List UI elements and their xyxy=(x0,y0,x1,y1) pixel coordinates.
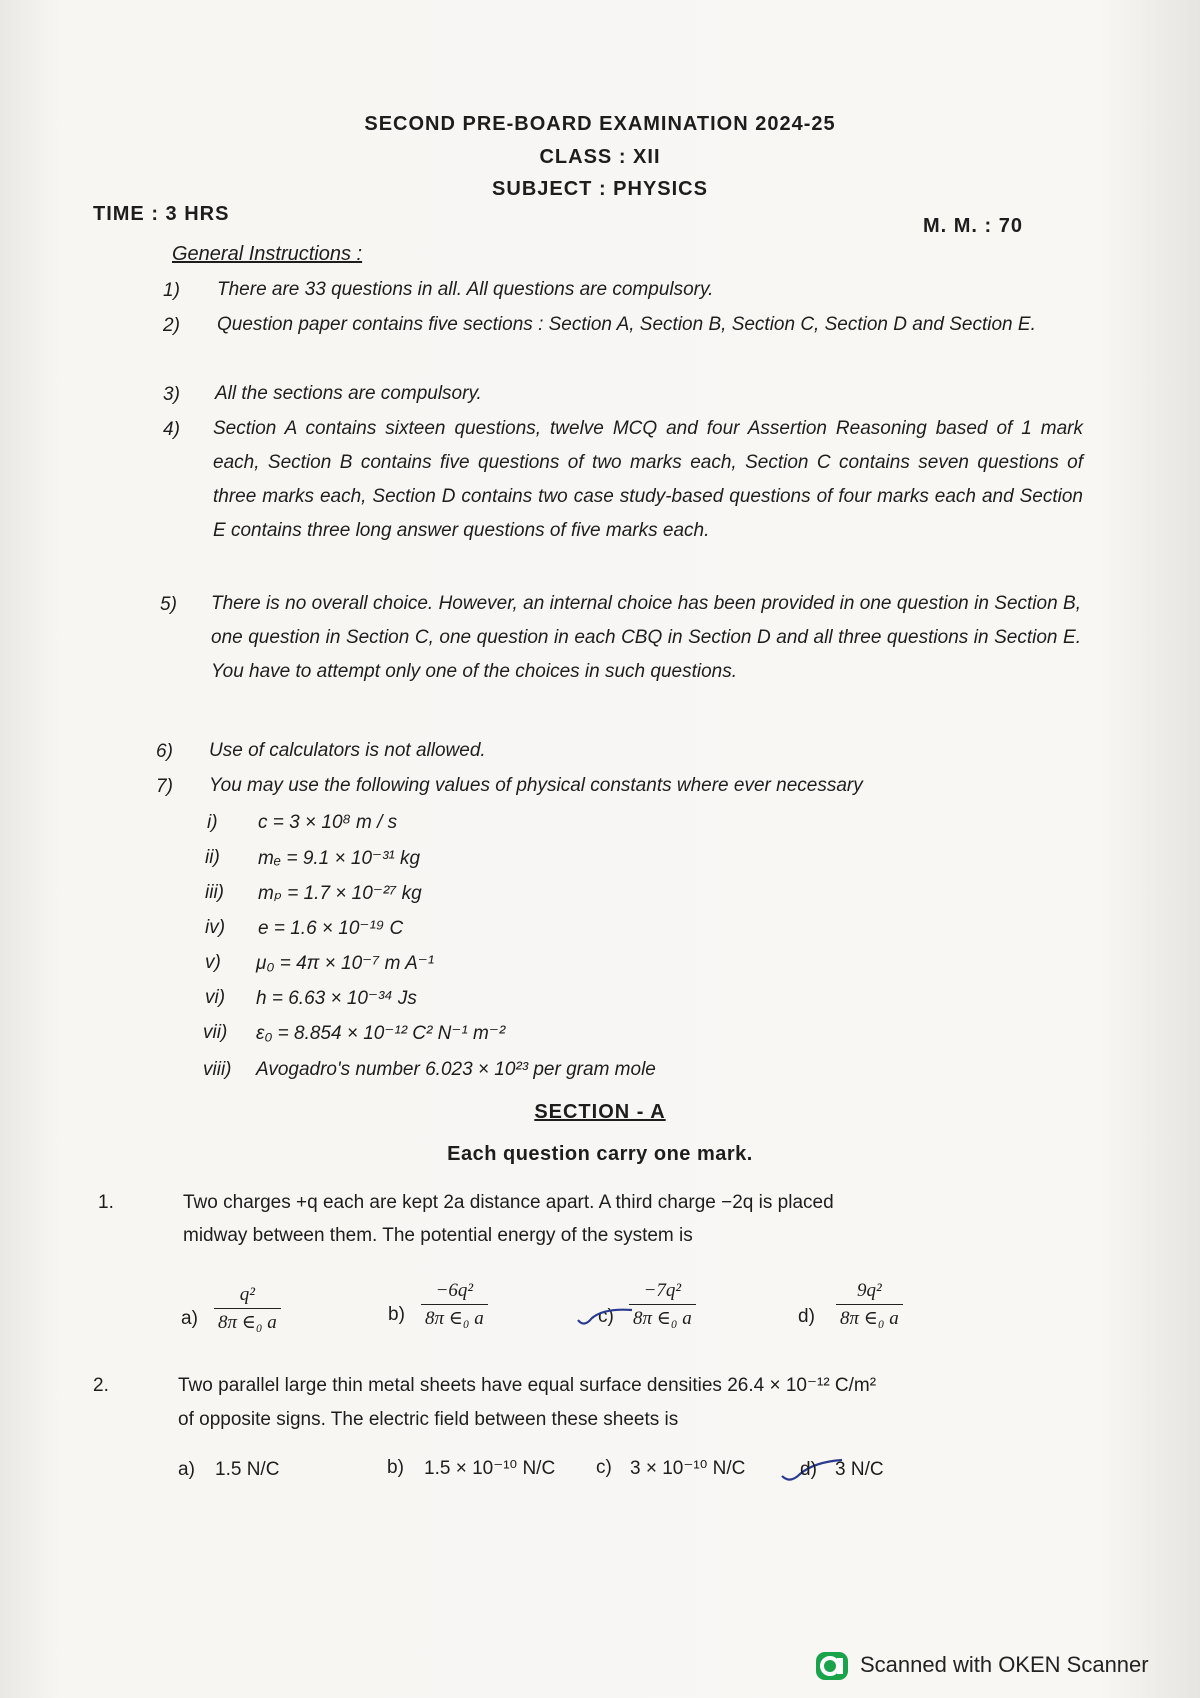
question-text-line: Two parallel large thin metal sheets have equal surface densities 26.4 × 10⁻¹² C/m² xyxy=(178,1375,877,1396)
option-label: a) xyxy=(181,1308,198,1329)
option-label: a) xyxy=(178,1459,195,1480)
fraction-numerator: −6q² xyxy=(435,1280,474,1301)
option-fraction xyxy=(836,1280,903,1330)
option-value: 1.5 × 10⁻¹⁰ N/C xyxy=(424,1458,556,1479)
constant-value: h = 6.63 × 10⁻³⁴ Js xyxy=(256,988,417,1009)
instruction-text: Section A contains sixteen questions, twelve MCQ and four Assertion Reasoning based of 1 mark each, Section B contains five questions of two marks each, Section C contains seven questions of three marks each, Section D contains two case study-based questions of four marks each and Section E contains three long answer questions of five marks each. xyxy=(213,418,1083,541)
option-label: d) xyxy=(800,1459,817,1480)
fraction-denominator: 8π ∈₀ a xyxy=(840,1308,899,1329)
constant-number: vi) xyxy=(205,987,226,1008)
fraction-numerator: q² xyxy=(239,1284,255,1305)
constant-value: e = 1.6 × 10⁻¹⁹ C xyxy=(258,918,404,939)
option-fraction xyxy=(214,1284,281,1334)
instruction-number: 1) xyxy=(163,280,180,301)
fraction-denominator: 8π ∈₀ a xyxy=(633,1308,692,1329)
option-fraction xyxy=(629,1280,696,1330)
option-value: 3 N/C xyxy=(835,1459,884,1480)
fraction-numerator: 9q² xyxy=(857,1280,882,1301)
option-label: b) xyxy=(388,1304,405,1325)
constant-value: mₚ = 1.7 × 10⁻²⁷ kg xyxy=(258,883,422,904)
option-label: c) xyxy=(596,1457,612,1478)
max-marks-label: M. M. : 70 xyxy=(923,215,1024,237)
constant-value: Avogadro's number 6.023 × 10²³ per gram mole xyxy=(256,1059,656,1080)
constant-number: v) xyxy=(205,952,221,973)
constant-value: μ₀ = 4π × 10⁻⁷ m A⁻¹ xyxy=(256,953,435,974)
constant-number: viii) xyxy=(203,1059,232,1080)
instruction-text: There is no overall choice. However, an internal choice has been provided in one question in Section B, one question in Section C, one question in each CBQ in Section D and all three questions in Section E. You have to attempt only one of the choices in such questions. xyxy=(211,593,1081,682)
question-text-line: Two charges +q each are kept 2a distance apart. A third charge −2q is placed xyxy=(183,1192,834,1213)
scanner-watermark: Scanned with OKEN Scanner xyxy=(860,1652,1149,1677)
instruction-number: 5) xyxy=(160,594,177,615)
subject-label: SUBJECT : PHYSICS xyxy=(492,178,708,200)
constant-number: iii) xyxy=(205,882,224,903)
option-fraction xyxy=(421,1280,488,1330)
instruction-number: 4) xyxy=(163,419,180,440)
instructions-heading: General Instructions : xyxy=(172,243,363,265)
constant-number: vii) xyxy=(203,1022,228,1043)
question-text-line: of opposite signs. The electric field between these sheets is xyxy=(178,1409,679,1430)
option-label: b) xyxy=(387,1457,404,1478)
instruction-text: All the sections are compulsory. xyxy=(215,383,482,404)
section-a-heading: SECTION - A xyxy=(534,1101,666,1123)
option-value: 3 × 10⁻¹⁰ N/C xyxy=(630,1458,746,1479)
question-number: 2. xyxy=(93,1375,109,1396)
instruction-text: There are 33 questions in all. All questions are compulsory. xyxy=(217,279,714,300)
fraction-denominator: 8π ∈₀ a xyxy=(425,1308,484,1329)
constant-value: c = 3 × 10⁸ m / s xyxy=(258,812,398,833)
fraction-numerator: −7q² xyxy=(643,1280,682,1301)
time-label: TIME : 3 HRS xyxy=(93,203,230,225)
class-label: CLASS : XII xyxy=(539,146,661,168)
question-number: 1. xyxy=(98,1192,114,1213)
instruction-number: 2) xyxy=(163,315,180,336)
option-value: 1.5 N/C xyxy=(215,1459,280,1480)
instruction-text: Question paper contains five sections : Section A, Section B, Section C, Section D and Section E. xyxy=(217,314,1036,335)
constant-value: mₑ = 9.1 × 10⁻³¹ kg xyxy=(258,848,421,869)
option-label: d) xyxy=(798,1306,815,1327)
instruction-text: You may use the following values of physical constants where ever necessary xyxy=(209,775,863,796)
exam-title: SECOND PRE-BOARD EXAMINATION 2024-25 xyxy=(364,113,836,135)
constant-number: iv) xyxy=(205,917,226,938)
instruction-text: Use of calculators is not allowed. xyxy=(209,740,486,761)
section-a-subheading: Each question carry one mark. xyxy=(447,1143,753,1165)
instruction-number: 7) xyxy=(156,776,173,797)
instruction-number: 3) xyxy=(163,384,180,405)
instruction-number: 6) xyxy=(156,741,173,762)
option-label: c) xyxy=(598,1306,614,1327)
fraction-denominator: 8π ∈₀ a xyxy=(218,1312,277,1333)
constant-value: ε₀ = 8.854 × 10⁻¹² C² N⁻¹ m⁻² xyxy=(256,1023,506,1044)
scanner-logo-icon xyxy=(815,1651,849,1681)
question-text-line: midway between them. The potential energy of the system is xyxy=(183,1225,693,1246)
constant-number: i) xyxy=(207,812,218,833)
constant-number: ii) xyxy=(205,847,220,868)
